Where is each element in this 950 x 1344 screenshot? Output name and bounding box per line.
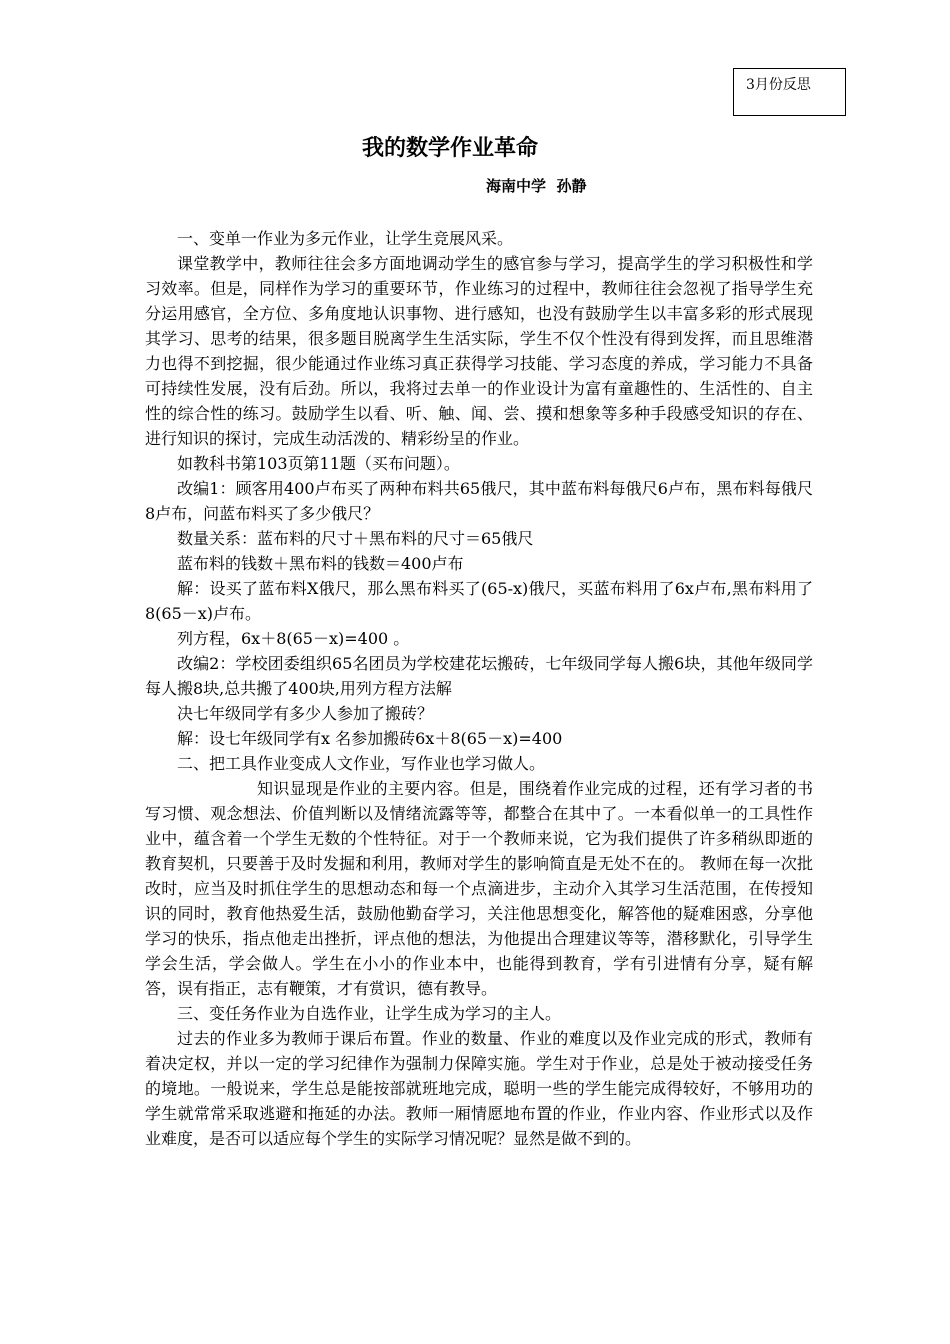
header-tag-text: 3月份反思 [746,77,811,93]
paragraph: 数量关系：蓝布料的尺寸＋黑布料的尺寸＝65俄尺 [177,529,534,548]
paragraph: 如教科书第103页第11题（买布问题）。 [177,454,460,473]
paragraph: 解：设七年级同学有x 名参加搬砖6x＋8(65－x)=400 [177,729,563,748]
paragraph: 蓝布料的钱数＋黑布料的钱数＝400卢布 [177,554,464,573]
paragraph: 列方程，6x＋8(65－x)=400 。 [177,629,410,648]
paragraph: 课堂教学中，教师往往会多方面地调动学生的感官参与学习，提高学生的学习积极性和学习效率。但是，同样作为学习的重要环节，作业练习的过程中，教师往往会忽视了指导学生充分运用感官，全方位、多角度地认识事物、进行感知，也没有鼓励学生以丰富多彩的形式展现其学习、思考的结果，很多题目脱离学生生活实际，学生不仅个性没有得到发挥，而且思维潜力也得不到挖掘，很少能通过作业练习真正获得学习技能、学习态度的养成，学习能力不具备可持续性发展，没有后劲。所以，我将过去单一的作业设计为富有童趣性的、生活性的、自主性的综合性的练习。鼓励学生以看、听、触、闻、尝、摸和想象等多种手段感受知识的存在、进行知识的探讨，完成生动活泼的、精彩纷呈的作业。 [145,254,813,448]
paragraph: 改编2：学校团委组织65名团员为学校建花坛搬砖，七年级同学每人搬6块，其他年级同学每人搬8块,总共搬了400块,用列方程方法解 [145,654,813,698]
author-line: 海南中学 孙静 [486,177,587,195]
paragraph: 决七年级同学有多少人参加了搬砖？ [177,704,434,723]
document-body [145,226,813,1151]
section-heading-1: 一、变单一作业为多元作业，让学生竞展风采。 [177,229,514,248]
paragraph: 解：设买了蓝布料X俄尺，那么黑布料买了(65-x)俄尺，买蓝布料用了6x卢布,黑布料用了8(65－x)卢布。 [145,579,813,623]
document-title: 我的数学作业革命 [361,136,538,161]
paragraph: 过去的作业多为教师于课后布置。作业的数量、作业的难度以及作业完成的形式，教师有着决定权，并以一定的学习纪律作为强制力保障实施。学生对于作业，总是处于被动接受任务的境地。一般说来，学生总是能按部就班地完成，聪明一些的学生能完成得较好，不够用功的学生就常常采取逃避和拖延的办法。教师一厢情愿地布置的作业，作业内容、作业形式以及作业难度，是否可以适应每个学生的实际学习情况呢？显然是做不到的。 [145,1029,813,1148]
header-tag-box [733,68,846,116]
section-heading-3: 三、变任务作业为自选作业，让学生成为学习的主人。 [177,1004,562,1023]
section-heading-2: 二、把工具作业变成人文作业，写作业也学习做人。 [177,754,546,773]
paragraph: 知识显现是作业的主要内容。但是，围绕着作业完成的过程，还有学习者的书写习惯、观念想法、价值判断以及情绪流露等等，都整合在其中了。一本看似单一的工具性作业中，蕴含着一个学生无数的个性特征。对于一个教师来说，它为我们提供了许多稍纵即逝的教育契机，只要善于及时发掘和利用，教师对学生的影响简直是无处不在的。 教师在每一次批改时，应当及时抓住学生的思想动态和每一个点滴进步，主动介入其学习生活范围，在传授知识的同时，教育他热爱生活，鼓励他勤奋学习，关注他思想变化，解答他的疑难困惑，分享他学习的快乐，指点他走出挫折，评点他的想法，为他提出合理建议等等，潜移默化，引导学生学会生活，学会做人。学生在小小的作业本中，也能得到教育，学有引进情有分享，疑有解答，误有指正，志有鞭策，才有赏识，德有教导。 [145,779,813,998]
paragraph: 改编1：顾客用400卢布买了两种布料共65俄尺，其中蓝布料每俄尺6卢布，黑布料每俄尺8卢布，问蓝布料买了多少俄尺？ [145,479,813,523]
